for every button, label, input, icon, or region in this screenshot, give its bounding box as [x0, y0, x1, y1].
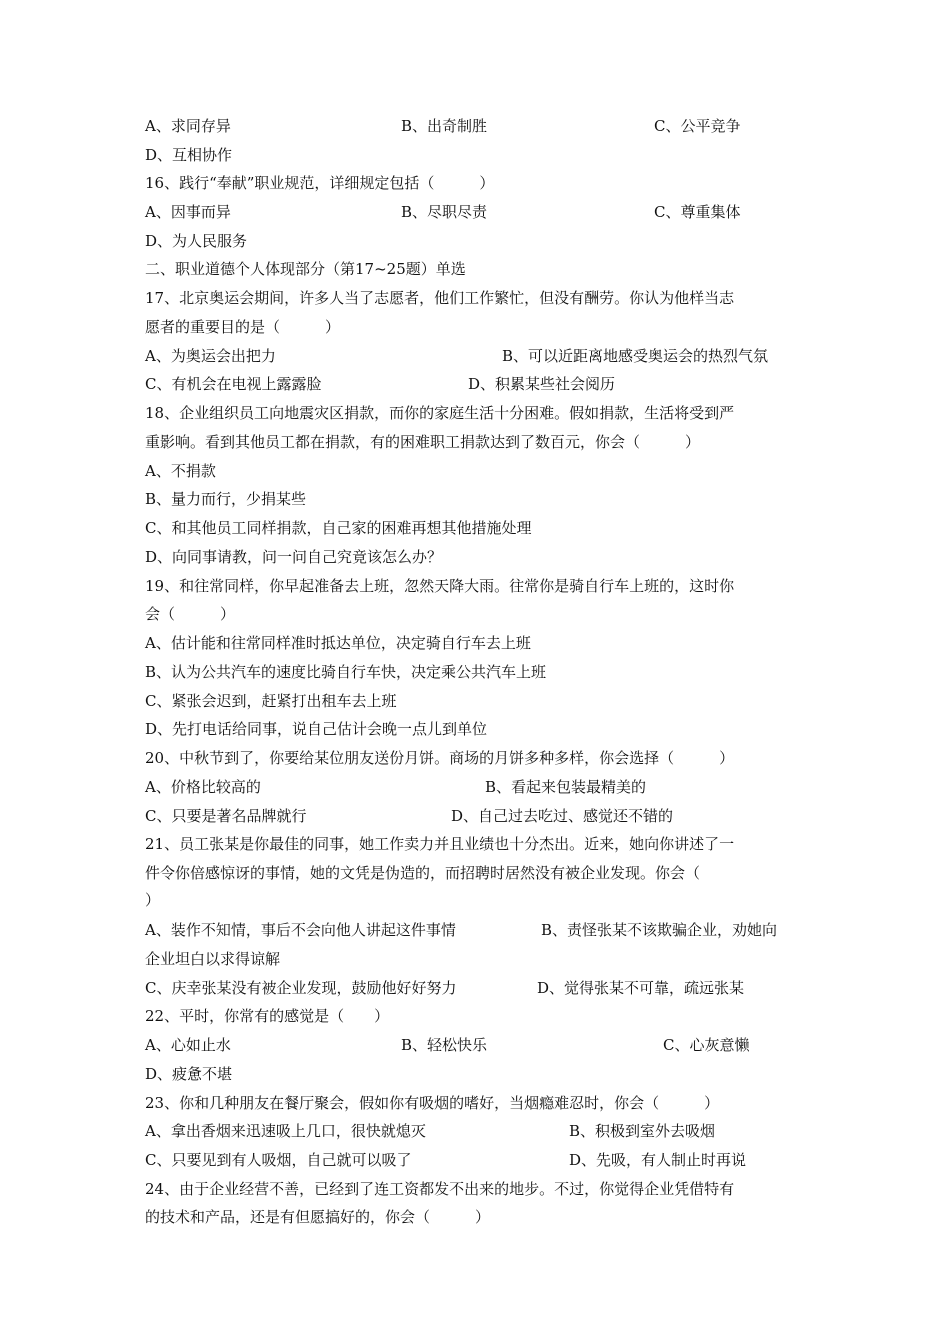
q17-stem-line2: 愿者的重要目的是（ ） — [145, 318, 341, 336]
q21-options-cd — [145, 978, 815, 998]
q19-option-b: B、认为公共汽车的速度比骑自行车快，决定乘公共汽车上班 — [145, 663, 547, 681]
q21-option-a: A、装作不知情，事后不会向他人讲起这件事情 — [145, 921, 456, 939]
q21-stem-line1: 21、员工张某是你最佳的同事，她工作卖力并且业绩也十分杰出。近来，她向你讲述了一 — [145, 835, 735, 853]
q17-option-c: C、有机会在电视上露露脸 — [145, 375, 322, 393]
q15-option-a: A、求同存异 — [145, 117, 231, 135]
q21-option-b-continued: 企业坦白以求得谅解 — [145, 950, 281, 968]
q16-options-row — [145, 202, 815, 222]
q19-option-d: D、先打电话给同事，说自己估计会晚一点儿到单位 — [145, 720, 488, 738]
q17-options-ab — [145, 346, 815, 366]
q20-stem: 20、中秋节到了，你要给某位朋友送份月饼。商场的月饼多种多样，你会选择（ ） — [145, 749, 735, 767]
q15-option-b: B、出奇制胜 — [401, 117, 488, 135]
q18-option-b: B、量力而行，少捐某些 — [145, 490, 307, 508]
q15-options-row — [145, 116, 815, 136]
q16-option-c: C、尊重集体 — [654, 203, 741, 221]
q18-stem-line2: 重影响。看到其他员工都在捐款，有的困难职工捐款达到了数百元，你会（ ） — [145, 433, 701, 451]
q21-option-c: C、庆幸张某没有被企业发现，鼓励他好好努力 — [145, 979, 457, 997]
q21-option-b: B、责怪张某不该欺骗企业，劝她向 — [541, 921, 778, 939]
q17-option-a: A、为奥运会出把力 — [145, 347, 276, 365]
q16-stem: 16、践行“奉献”职业规范，详细规定包括（ ） — [145, 174, 495, 192]
q23-option-a: A、拿出香烟来迅速吸上几口，很快就熄灭 — [145, 1122, 426, 1140]
q22-option-a: A、心如止水 — [145, 1036, 231, 1054]
q20-options-cd — [145, 806, 815, 826]
q20-options-ab — [145, 777, 815, 797]
q24-stem-line2: 的技术和产品，还是有但愿搞好的，你会（ ） — [145, 1208, 491, 1226]
q20-option-b: B、看起来包装最精美的 — [485, 778, 647, 796]
q23-options-ab — [145, 1121, 815, 1141]
q22-option-d: D、疲惫不堪 — [145, 1065, 233, 1083]
q19-stem-line2: 会（ ） — [145, 605, 236, 623]
q20-option-a: A、价格比较高的 — [145, 778, 261, 796]
q16-option-d: D、为人民服务 — [145, 232, 248, 250]
q21-stem-line2: 件令你倍感惊讶的事情，她的文凭是伪造的，而招聘时居然没有被企业发现。你会（ — [145, 864, 701, 882]
section2-heading: 二、职业道德个人体现部分（第17~25题）单选 — [145, 260, 466, 278]
q18-stem-line1: 18、企业组织员工向地震灾区捐款，而你的家庭生活十分困难。假如捐款，生活将受到严 — [145, 404, 735, 422]
q18-option-d: D、向同事请教，问一问自己究竟该怎么办？ — [145, 548, 443, 566]
q21-option-d: D、觉得张某不可靠，疏远张某 — [537, 979, 745, 997]
q23-stem: 23、你和几种朋友在餐厅聚会，假如你有吸烟的嗜好，当烟瘾难忍时，你会（ ） — [145, 1094, 720, 1112]
q15-option-d: D、互相协作 — [145, 146, 233, 164]
q19-option-c: C、紧张会迟到，赶紧打出租车去上班 — [145, 692, 397, 710]
q24-stem-line1: 24、由于企业经营不善，已经到了连工资都发不出来的地步。不过，你觉得企业凭借特有 — [145, 1180, 735, 1198]
q20-option-d: D、自己过去吃过、感觉还不错的 — [451, 807, 674, 825]
q23-option-c: C、只要见到有人吸烟，自己就可以吸了 — [145, 1151, 412, 1169]
q17-option-d: D、积累某些社会阅历 — [468, 375, 616, 393]
q22-stem: 22、平时，你常有的感觉是（ ） — [145, 1007, 390, 1025]
q18-option-a: A、不捐款 — [145, 462, 216, 480]
q21-options-ab — [145, 920, 815, 940]
q16-option-a: A、因事而异 — [145, 203, 231, 221]
q20-option-c: C、只要是著名品牌就行 — [145, 807, 307, 825]
q21-stem-line3: ） — [145, 891, 161, 909]
q17-option-b: B、可以近距离地感受奥运会的热烈气氛 — [502, 347, 769, 365]
q18-option-c: C、和其他员工同样捐款，自己家的困难再想其他措施处理 — [145, 519, 532, 537]
q22-option-b: B、轻松快乐 — [401, 1036, 488, 1054]
q23-options-cd — [145, 1150, 815, 1170]
q17-options-cd — [145, 374, 815, 394]
q15-option-c: C、公平竞争 — [654, 117, 741, 135]
q17-stem-line1: 17、北京奥运会期间，许多人当了志愿者，他们工作繁忙，但没有酬劳。你认为他样当志 — [145, 289, 735, 307]
q22-option-c: C、心灰意懒 — [663, 1036, 750, 1054]
q16-option-b: B、尽职尽责 — [401, 203, 488, 221]
q19-stem-line1: 19、和往常同样，你早起准备去上班，忽然天降大雨。往常你是骑自行车上班的，这时你 — [145, 577, 735, 595]
q23-option-b: B、积极到室外去吸烟 — [569, 1122, 716, 1140]
q23-option-d: D、先吸，有人制止时再说 — [569, 1151, 747, 1169]
q19-option-a: A、估计能和往常同样准时抵达单位，决定骑自行车去上班 — [145, 634, 531, 652]
q22-options-row — [145, 1035, 815, 1055]
